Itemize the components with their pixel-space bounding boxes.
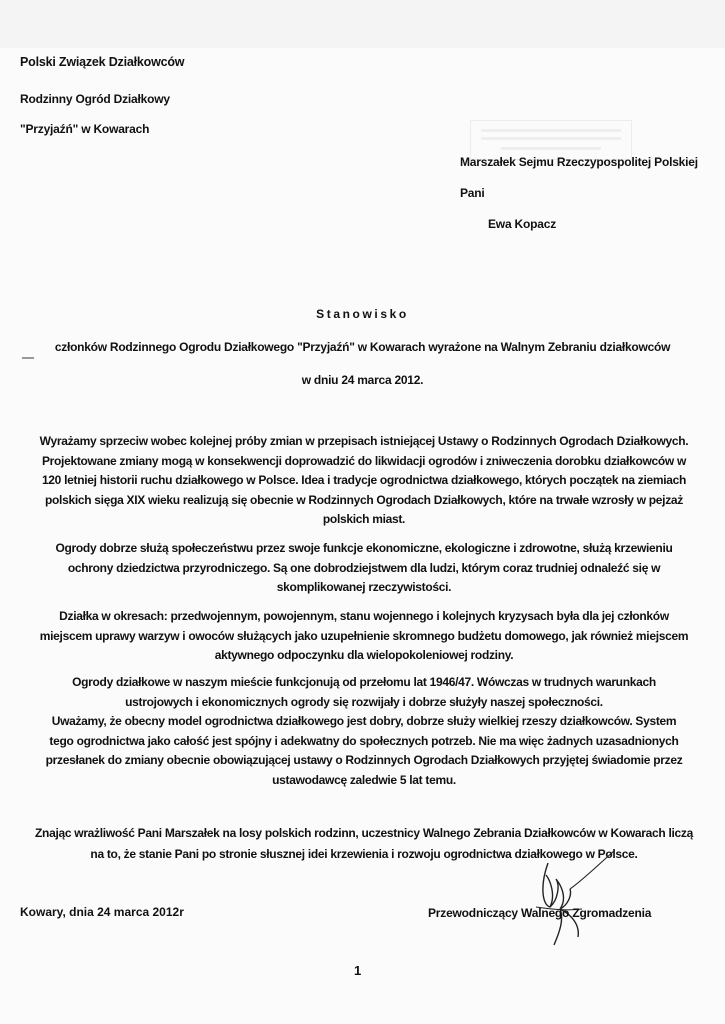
document-subtitle: członków Rodzinnego Ogrodu Działkowego "Przyjaźń" w Kowarach wyrażone na Walnym Zebraniu działkowców [54,340,671,354]
paragraph-1 [14,432,714,530]
paragraph-line: Uważamy, że obecny model ogrodnictwa działkowego jest dobry, dobrze służy wielkiej rzeszy działkowców. System [51,714,677,728]
handwritten-signature [520,845,630,955]
paragraph-line: tego ogrodnictwa jako całość jest spójny i adekwatny do społecznych potrzeb. Nie ma więc żadnych uzasadnionych [49,733,679,748]
paragraph-line: aktywnego odpoczynku dla wielopokoleniowej rodziny. [214,648,514,662]
chairman-title: Przewodniczący Walnego Zgromadzenia [428,906,652,920]
scan-top-band [0,0,725,48]
closing-line: Znając wrażliwość Pani Marszałek na losy polskich rodzinn, uczestnicy Walnego Zebrania Działkowców w Kowarach liczą [35,826,693,840]
paragraph-line: ustrojowych i ekonomicznych ogrody się rozwijały i dobrze służyły naszej społeczności. [125,694,603,709]
paragraph-line: Ogrody działkowe w naszym mieście funkcjonują od przełomu lat 1946/47. Wówczas w trudnych warunkach [72,675,656,689]
document-date-line: w dniu 24 marca 2012. [301,373,424,387]
paragraph-line: polskich sięga XIX wieku realizują się obecnie w Rodzinnych Ogrodach Działkowych, które na trwałe wzrosły w pejzaż [44,492,683,507]
paragraph-line: Ogrody dobrze służą społeczeństwu przez swoje funkcje ekonomiczne, ekologiczne i zdrowotne, służą krzewieniu [55,541,673,555]
sender-garden: Rodzinny Ogród Działkowy [20,92,170,106]
paragraph-line: 120 letniej historii ruchu działkowego w Polsce. Idea i tradycje ogrodnictwa działkowego, których początek na ziemiach [41,473,687,487]
paragraph-line: Wyrażamy sprzeciw wobec kolejnej próby zmian w przepisach istniejącej Ustawy o Rodzinnych Ogrodach Działkowych. [39,434,689,448]
paragraph-4 [14,673,714,790]
document-title: Stanowisko [316,307,409,321]
paragraph-line: ustawodawcę zaledwie 5 lat temu. [272,772,456,787]
margin-mark [22,357,34,359]
recipient-office: Marszałek Sejmu Rzeczypospolitej Polskiej [460,155,698,169]
place-and-date: Kowary, dnia 24 marca 2012r [20,905,184,919]
paragraph-line: Działka w okresach: przedwojennym, powojennym, stanu wojennego i kolejnych kryzysach była dla jej członków [59,609,669,623]
sender-organization: Polski Związek Działkowców [20,55,185,69]
paragraph-line: Projektowane zmiany mogą w konsekwencji doprowadzić do likwidacji ogrodów i zniweczenia dorobku działkowców w [41,453,687,468]
paragraph-line: miejscem uprawy warzyw i owoców służących jako uzupełnienie skromnego budżetu domowego, jak również miejscem [39,628,689,643]
recipient-name: Ewa Kopacz [488,217,557,231]
sender-garden-name: "Przyjaźń" w Kowarach [20,122,150,136]
page-number: 1 [354,963,362,978]
paragraph-line: przesłanek do zmiany obecnie obowiązującej ustawy o Rodzinnych Ogrodach Działkowych przyjętej świadomie przez [45,753,683,767]
paragraph-3 [14,607,714,666]
paragraph-line: ochrony dziedzictwa przyrodniczego. Są one dobrodziejstwem dla ludzi, którym coraz trudniej odnaleźć się w [67,560,661,575]
faded-stamp [470,120,632,160]
paragraph-line: polskich miast. [322,512,406,526]
paragraph-line: skomplikowanej rzeczywistości. [276,580,452,594]
closing-line: na to, że stanie Pani po stronie słusznej idei krzewienia i rozwoju ogrodnictwa działkowego w Polsce. [90,847,638,861]
paragraph-2 [14,539,714,598]
recipient-salutation: Pani [460,186,485,200]
